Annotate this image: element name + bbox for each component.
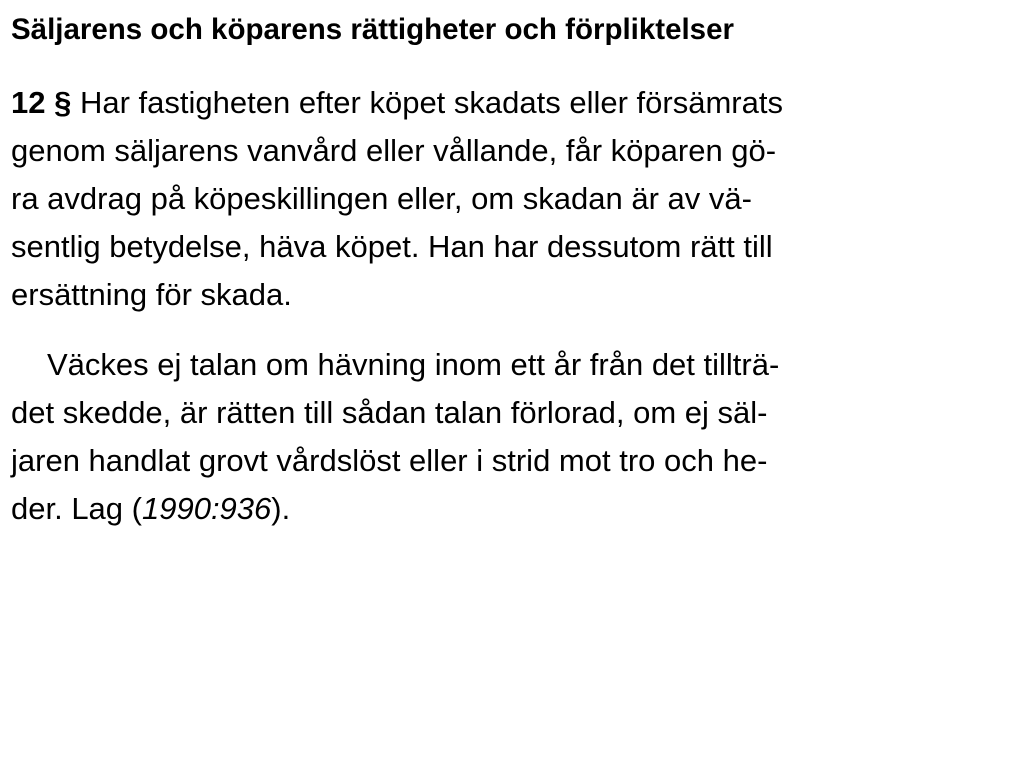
paragraph-line: ersättning för skada.	[11, 277, 292, 312]
paragraph-line: jaren handlat grovt vårdslöst eller i strid mot tro och he-	[11, 443, 768, 478]
paragraph-text: Har fastigheten efter köpet skadats eller försämrats	[79, 85, 783, 120]
law-reference: 1990:936	[141, 491, 272, 526]
paragraph-line: sentlig betydelse, häva köpet. Han har dessutom rätt till	[11, 229, 773, 264]
line-text: der. Lag (	[11, 491, 142, 526]
paragraph-line: Väckes ej talan om hävning inom ett år från det tillträ-	[47, 347, 780, 382]
paragraph-line	[11, 490, 290, 528]
paragraph-line: det skedde, är rätten till sådan talan förlorad, om ej säl-	[11, 395, 768, 430]
section-number: 12 §	[11, 85, 72, 120]
paragraph-line: genom säljarens vanvård eller vållande, får köparen gö-	[11, 133, 777, 168]
paragraph-line	[11, 84, 783, 122]
line-text: ).	[271, 491, 291, 526]
section-heading: Säljarens och köparens rättigheter och förpliktelser	[11, 13, 734, 46]
paragraph-line: ra avdrag på köpeskillingen eller, om skadan är av vä-	[11, 181, 752, 216]
